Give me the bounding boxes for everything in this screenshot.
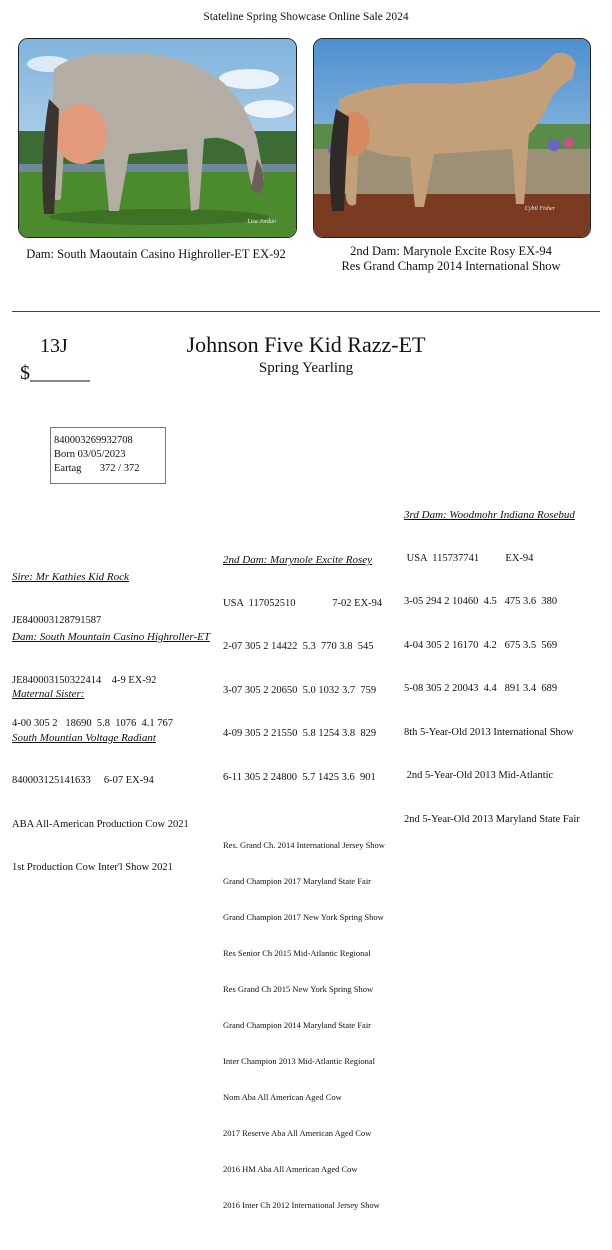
maternal-sister-line: 1st Production Cow Inter'l Show 2021 [12, 862, 173, 873]
dam-line: 4-00 305 2 18690 5.8 1076 4.1 767 [12, 718, 173, 729]
id-box [50, 427, 166, 484]
second-dam-heading: 2nd Dam: Marynole Excite Rosey [223, 554, 373, 566]
achievement-item: 2016 HM Aba All American Aged Cow [223, 1164, 358, 1174]
third-dam-line: 2nd 5-Year-Old 2013 Maryland State Fair [404, 813, 580, 825]
sire-heading: Sire: Mr Kathies Kid Rock [12, 571, 129, 583]
second-dam-photo-watermark: Cybil Fisher [524, 206, 555, 212]
achievement-item: 2016 Inter Ch 2012 International Jersey Show [223, 1200, 380, 1210]
birth-date: Born 03/05/2023 [54, 449, 126, 460]
third-dam-line: USA 115737741 EX-94 [404, 552, 534, 564]
achievement-item: Res Senior Ch 2015 Mid-Atlantic Regional [223, 948, 371, 958]
second-dam-achievements [223, 815, 385, 1235]
dam-line: JE840003150322414 4-9 EX-92 [12, 674, 157, 686]
animal-class: Spring Yearling [258, 360, 354, 376]
second-dam-photo [313, 38, 591, 238]
achievement-item: Res. Grand Ch. 2014 International Jersey Show [223, 840, 385, 850]
dam-heading: Dam: South Mountain Casino Highroller-ET [12, 631, 210, 643]
dam-photo-caption [8, 247, 304, 262]
dam-cow-image [19, 39, 296, 237]
maternal-sister-line: 840003125141633 6-07 EX-94 [12, 775, 154, 786]
third-dam-line: 4-04 305 2 16170 4.2 675 3.5 569 [404, 639, 558, 651]
sire-line: JE840003128791587 [12, 614, 102, 626]
achievement-item: Grand Champion 2017 New York Spring Show [223, 912, 384, 922]
third-dam-line: 8th 5-Year-Old 2013 International Show [404, 726, 574, 738]
third-dam-line: 5-08 305 2 20043 4.4 891 3.4 689 [404, 683, 558, 694]
maternal-sister-line: ABA All-American Production Cow 2021 [12, 818, 189, 830]
divider [12, 311, 600, 312]
achievement-item: Nom Aba All American Aged Cow [223, 1092, 342, 1102]
price-field: $______ [20, 362, 90, 384]
second-dam-line: USA 117052510 7-02 EX-94 [223, 597, 383, 609]
achievement-item: 2017 Reserve Aba All American Aged Cow [223, 1128, 372, 1138]
achievement-item: Res Grand Ch 2015 New York Spring Show [223, 984, 374, 994]
animal-name: Johnson Five Kid Razz-ET [186, 332, 426, 357]
maternal-sister-name: South Mountian Voltage Radiant [12, 731, 156, 744]
achievement-item: Grand Champion 2017 Maryland State Fair [223, 876, 372, 886]
achievement-item: Inter Champion 2013 Mid-Atlantic Regional [223, 1056, 376, 1066]
caption-line: Dam: South Maoutain Casino Highroller-ET EX-92 [26, 247, 286, 261]
third-dam-heading: 3rd Dam: Woodmohr Indiana Rosebud [404, 509, 575, 521]
achievement-item: Grand Champion 2014 Maryland State Fair [223, 1020, 372, 1030]
third-dam-block [404, 479, 580, 842]
third-dam-line: 3-05 294 2 10460 4.5 475 3.6 380 [404, 596, 558, 607]
second-dam-line: 4-09 305 2 21550 5.8 1254 3.8 829 [223, 728, 377, 739]
second-dam-block [223, 524, 385, 1250]
third-dam-line: 2nd 5-Year-Old 2013 Mid-Atlantic [404, 770, 554, 781]
caption-line: Res Grand Champ 2014 International Show [341, 259, 561, 273]
second-dam-line: 3-07 305 2 20650 5.0 1032 3.7 759 [223, 684, 377, 696]
eartag: Eartag 372 / 372 [54, 463, 140, 474]
caption-line: 2nd Dam: Marynole Excite Rosy EX-94 [350, 244, 552, 258]
dam-photo [18, 38, 297, 238]
second-dam-line: 6-11 305 2 24800 5.7 1425 3.6 901 [223, 771, 376, 783]
lot-number: 13J [40, 335, 68, 357]
maternal-sister-block [12, 658, 189, 890]
second-dam-photo-caption [310, 244, 592, 274]
registration-number: 840003269932708 [54, 435, 133, 446]
dam-photo-watermark: Lisa Jordan [247, 219, 276, 225]
maternal-sister-heading: Maternal Sister: [12, 688, 85, 700]
second-dam-line: 2-07 305 2 14422 5.3 770 3.8 545 [223, 641, 374, 652]
sale-title: Stateline Spring Showcase Online Sale 2024 [203, 11, 409, 23]
